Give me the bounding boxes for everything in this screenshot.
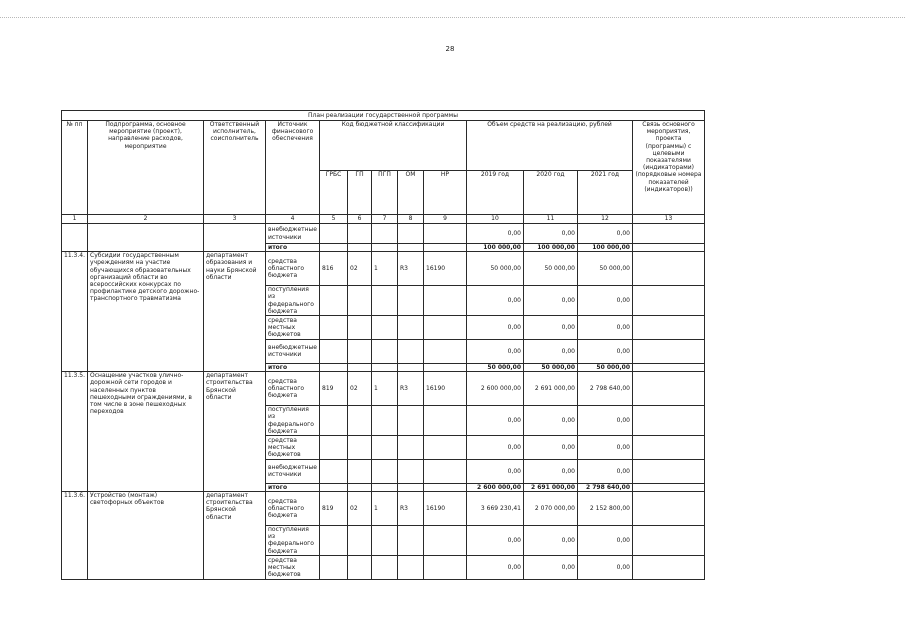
gp-cell — [348, 244, 372, 252]
program-name: Устройство (монтаж) светофорных объектов — [88, 492, 204, 580]
amount-2019: 0,00 — [467, 339, 524, 363]
np-cell — [424, 483, 467, 491]
gp-cell: 02 — [348, 492, 372, 526]
header-2019: 2019 год — [467, 171, 524, 215]
column-number: 3 — [204, 215, 266, 224]
amount-2020: 0,00 — [524, 224, 578, 244]
funding-source: итого — [266, 244, 320, 252]
pgp-cell: 1 — [372, 372, 398, 406]
gp-cell: 02 — [348, 252, 372, 286]
amount-2021: 0,00 — [578, 339, 633, 363]
om-cell: R3 — [398, 372, 424, 406]
amount-2020: 2 691 000,00 — [524, 483, 578, 491]
om-cell — [398, 224, 424, 244]
indicator-link-cell — [633, 483, 705, 491]
row-num — [62, 224, 88, 252]
funding-source: средства местных бюджетов — [266, 555, 320, 579]
column-number: 6 — [348, 215, 372, 224]
column-number: 11 — [524, 215, 578, 224]
program-name: Оснащение участков улично-дорожной сети городов и населенных пунктов пешеходными ограждениями, в том числе в зоне пешеходных переходов — [88, 372, 204, 492]
np-cell — [424, 526, 467, 556]
scan-artifact-line — [0, 17, 905, 19]
amount-2021: 0,00 — [578, 555, 633, 579]
amount-2019: 2 600 000,00 — [467, 372, 524, 406]
om-cell — [398, 286, 424, 316]
indicator-link-cell — [633, 224, 705, 244]
amount-2021: 50 000,00 — [578, 252, 633, 286]
gp-cell — [348, 459, 372, 483]
np-cell — [424, 286, 467, 316]
amount-2021: 0,00 — [578, 315, 633, 339]
funding-source: средства областного бюджета — [266, 372, 320, 406]
amount-2020: 0,00 — [524, 406, 578, 436]
gp-cell — [348, 555, 372, 579]
om-cell: R3 — [398, 252, 424, 286]
row-num: 11.3.4. — [62, 252, 88, 372]
indicator-link-cell — [633, 372, 705, 406]
pgp-cell — [372, 406, 398, 436]
indicator-link-cell — [633, 363, 705, 371]
grbs-cell: 816 — [320, 252, 348, 286]
header-link-indicators: Связь основного мероприятия, проекта (программы) с целевыми показателями (индикаторами) (порядковые номера показателей (индикаторов)) — [633, 121, 705, 215]
grbs-cell — [320, 406, 348, 436]
indicator-link-cell — [633, 492, 705, 526]
amount-2020: 0,00 — [524, 339, 578, 363]
table-row — [62, 372, 705, 406]
grbs-cell — [320, 526, 348, 556]
indicator-link-cell — [633, 252, 705, 286]
om-cell — [398, 363, 424, 371]
header-2021: 2021 год — [578, 171, 633, 215]
funding-source: поступления из федерального бюджета — [266, 526, 320, 556]
gp-cell — [348, 406, 372, 436]
pgp-cell — [372, 435, 398, 459]
executor: департамент образования и науки Брянской области — [204, 252, 266, 372]
program-plan-table — [61, 110, 705, 580]
executor: департамент строительства Брянской области — [204, 492, 266, 580]
indicator-link-cell — [633, 406, 705, 436]
amount-2021: 0,00 — [578, 224, 633, 244]
amount-2021: 2 798 640,00 — [578, 483, 633, 491]
column-number-row — [62, 215, 705, 224]
grbs-cell — [320, 315, 348, 339]
om-cell — [398, 459, 424, 483]
amount-2019: 0,00 — [467, 526, 524, 556]
pgp-cell — [372, 555, 398, 579]
gp-cell — [348, 339, 372, 363]
gp-cell — [348, 526, 372, 556]
amount-2020: 2 070 000,00 — [524, 492, 578, 526]
pgp-cell — [372, 286, 398, 316]
funding-source: итого — [266, 363, 320, 371]
grbs-cell: 819 — [320, 372, 348, 406]
amount-2020: 0,00 — [524, 286, 578, 316]
column-number: 10 — [467, 215, 524, 224]
executor: департамент строительства Брянской области — [204, 372, 266, 492]
column-number: 12 — [578, 215, 633, 224]
pgp-cell — [372, 459, 398, 483]
funding-source: поступления из федерального бюджета — [266, 286, 320, 316]
column-number: 8 — [398, 215, 424, 224]
amount-2020: 50 000,00 — [524, 252, 578, 286]
column-number: 9 — [424, 215, 467, 224]
indicator-link-cell — [633, 435, 705, 459]
amount-2021: 100 000,00 — [578, 244, 633, 252]
row-num: 11.3.6. — [62, 492, 88, 580]
amount-2020: 50 000,00 — [524, 363, 578, 371]
om-cell — [398, 406, 424, 436]
gp-cell — [348, 286, 372, 316]
pgp-cell — [372, 483, 398, 491]
column-number: 7 — [372, 215, 398, 224]
amount-2019: 0,00 — [467, 315, 524, 339]
amount-2019: 0,00 — [467, 459, 524, 483]
pgp-cell — [372, 315, 398, 339]
om-cell — [398, 435, 424, 459]
gp-cell: 02 — [348, 372, 372, 406]
amount-2019: 0,00 — [467, 224, 524, 244]
pgp-cell: 1 — [372, 252, 398, 286]
amount-2021: 0,00 — [578, 435, 633, 459]
om-cell — [398, 244, 424, 252]
table-title: План реализации государственной программы — [62, 111, 705, 121]
om-cell — [398, 315, 424, 339]
amount-2020: 0,00 — [524, 435, 578, 459]
indicator-link-cell — [633, 286, 705, 316]
header-grbs: ГРБС — [320, 171, 348, 215]
amount-2020: 0,00 — [524, 555, 578, 579]
pgp-cell: 1 — [372, 492, 398, 526]
header-executor: Ответственный исполнитель, соисполнитель — [204, 121, 266, 215]
amount-2019: 0,00 — [467, 435, 524, 459]
header-program: Подпрограмма, основное мероприятие (проект), направление расходов, мероприятие — [88, 121, 204, 215]
amount-2019: 50 000,00 — [467, 363, 524, 371]
np-cell — [424, 315, 467, 339]
column-number: 5 — [320, 215, 348, 224]
page-number: 28 — [445, 45, 455, 53]
gp-cell — [348, 363, 372, 371]
header-np: НР — [424, 171, 467, 215]
funding-source: внебюджетные источники — [266, 339, 320, 363]
pgp-cell — [372, 244, 398, 252]
amount-2020: 2 691 000,00 — [524, 372, 578, 406]
column-number: 2 — [88, 215, 204, 224]
pgp-cell — [372, 224, 398, 244]
grbs-cell — [320, 363, 348, 371]
funding-source: внебюджетные источники — [266, 459, 320, 483]
header-source: Источник финансового обеспечения — [266, 121, 320, 215]
pgp-cell — [372, 363, 398, 371]
np-cell — [424, 244, 467, 252]
np-cell — [424, 406, 467, 436]
om-cell: R3 — [398, 492, 424, 526]
amount-2021: 2 798 640,00 — [578, 372, 633, 406]
header-2020: 2020 год — [524, 171, 578, 215]
column-number: 4 — [266, 215, 320, 224]
amount-2019: 0,00 — [467, 555, 524, 579]
amount-2021: 50 000,00 — [578, 363, 633, 371]
indicator-link-cell — [633, 315, 705, 339]
om-cell — [398, 483, 424, 491]
header-gp: ГП — [348, 171, 372, 215]
amount-2020: 0,00 — [524, 459, 578, 483]
grbs-cell — [320, 224, 348, 244]
header-pgp: ПГП — [372, 171, 398, 215]
program-name — [88, 224, 204, 252]
gp-cell — [348, 483, 372, 491]
funding-source: итого — [266, 483, 320, 491]
gp-cell — [348, 315, 372, 339]
table-row — [62, 492, 705, 526]
grbs-cell — [320, 339, 348, 363]
indicator-link-cell — [633, 555, 705, 579]
amount-2021: 0,00 — [578, 526, 633, 556]
amount-2019: 0,00 — [467, 286, 524, 316]
funding-source: средства областного бюджета — [266, 492, 320, 526]
table-row — [62, 252, 705, 286]
row-num: 11.3.5. — [62, 372, 88, 492]
grbs-cell: 819 — [320, 492, 348, 526]
pgp-cell — [372, 526, 398, 556]
amount-2021: 0,00 — [578, 406, 633, 436]
amount-2019: 3 669 230,41 — [467, 492, 524, 526]
header-amount: Объем средств на реализацию, рублей — [467, 121, 633, 171]
funding-source: средства местных бюджетов — [266, 435, 320, 459]
amount-2021: 0,00 — [578, 286, 633, 316]
amount-2019: 2 600 000,00 — [467, 483, 524, 491]
pgp-cell — [372, 339, 398, 363]
amount-2021: 2 152 800,00 — [578, 492, 633, 526]
table-row — [62, 224, 705, 244]
funding-source: средства областного бюджета — [266, 252, 320, 286]
om-cell — [398, 555, 424, 579]
np-cell — [424, 435, 467, 459]
indicator-link-cell — [633, 244, 705, 252]
column-number: 1 — [62, 215, 88, 224]
funding-source: средства местных бюджетов — [266, 315, 320, 339]
grbs-cell — [320, 435, 348, 459]
header-budget-code: Код бюджетной классификации — [320, 121, 467, 171]
amount-2020: 100 000,00 — [524, 244, 578, 252]
indicator-link-cell — [633, 339, 705, 363]
np-cell — [424, 459, 467, 483]
np-cell — [424, 339, 467, 363]
om-cell — [398, 526, 424, 556]
executor — [204, 224, 266, 252]
indicator-link-cell — [633, 526, 705, 556]
amount-2021: 0,00 — [578, 459, 633, 483]
np-cell — [424, 555, 467, 579]
grbs-cell — [320, 286, 348, 316]
grbs-cell — [320, 244, 348, 252]
program-name: Субсидии государственным учреждениям на участие обучающихся образовательных организаций области во всероссийских конкурсах по профилактике детского дорожно-транспортного травматизма — [88, 252, 204, 372]
grbs-cell — [320, 483, 348, 491]
np-cell — [424, 224, 467, 244]
grbs-cell — [320, 555, 348, 579]
header-num: № пп — [62, 121, 88, 215]
header-om: ОМ — [398, 171, 424, 215]
funding-source: внебюджетные источники — [266, 224, 320, 244]
grbs-cell — [320, 459, 348, 483]
np-cell: 16190 — [424, 492, 467, 526]
np-cell: 16190 — [424, 252, 467, 286]
amount-2019: 50 000,00 — [467, 252, 524, 286]
amount-2019: 0,00 — [467, 406, 524, 436]
indicator-link-cell — [633, 459, 705, 483]
np-cell — [424, 363, 467, 371]
np-cell: 16190 — [424, 372, 467, 406]
amount-2019: 100 000,00 — [467, 244, 524, 252]
amount-2020: 0,00 — [524, 526, 578, 556]
gp-cell — [348, 224, 372, 244]
gp-cell — [348, 435, 372, 459]
column-number: 13 — [633, 215, 705, 224]
funding-source: поступления из федерального бюджета — [266, 406, 320, 436]
amount-2020: 0,00 — [524, 315, 578, 339]
om-cell — [398, 339, 424, 363]
